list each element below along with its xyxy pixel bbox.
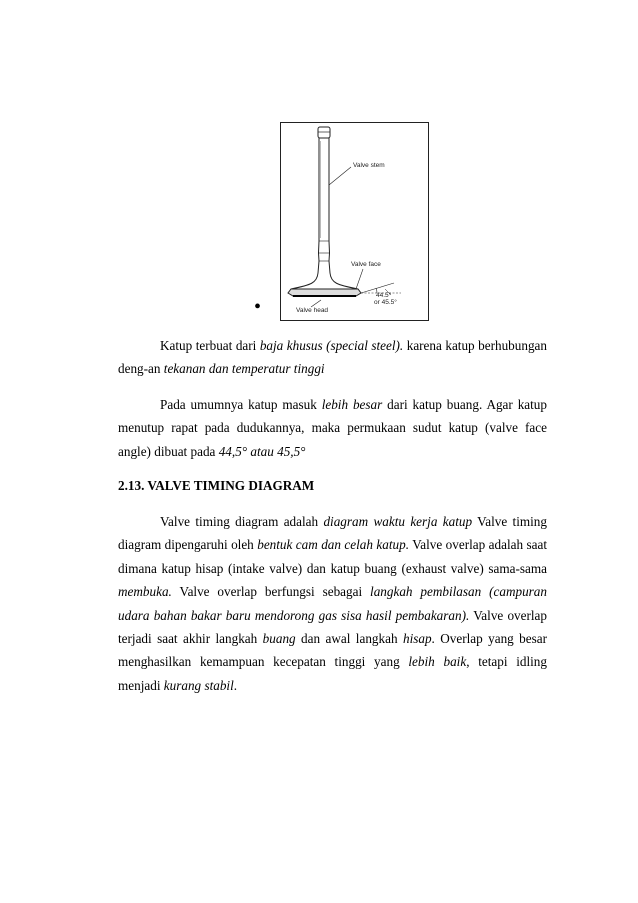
section-heading: 2.13. VALVE TIMING DIAGRAM <box>118 478 315 493</box>
italic-run: 44,5° atau 45,5° <box>218 443 306 459</box>
valve-tip <box>318 127 330 138</box>
italic-run: diagram waktu kerja katup <box>323 514 473 529</box>
italic-run: bentuk cam dan celah katup. <box>257 537 410 553</box>
italic-run: lebih besar <box>321 397 383 412</box>
paragraph-katup-material <box>118 334 547 381</box>
italic-run: lebih baik <box>408 654 467 670</box>
text-run: karena katup berhubungan deng-an <box>118 338 547 377</box>
italic-run: membuka. <box>118 584 172 600</box>
valve-fillet-right <box>330 273 358 289</box>
italic-run: hisap <box>402 631 432 647</box>
bullet-point: • <box>254 296 262 318</box>
text-run: . Overlap yang besar menghasilkan kemampuan kecepatan tinggi yang <box>118 631 548 670</box>
label-valve-head: Valve head <box>296 307 329 314</box>
label-valve-face: Valve face <box>351 261 381 268</box>
paragraph-valve-face-angle <box>118 393 547 463</box>
italic-run: buang <box>262 631 296 647</box>
text-run: dari katup buang. Agar katup menutup rapat pada dudukannya, maka permukaan sudut katup (valve face angle) dibuat pada <box>118 397 547 459</box>
italic-run: tekanan dan temperatur tinggi <box>163 361 325 377</box>
text-run: Valve timing diagram dipengaruhi oleh <box>118 514 547 553</box>
text-run: Valve timing diagram adalah <box>160 514 324 529</box>
text-run: Katup terbuat dari <box>160 338 260 353</box>
text-run: Pada umumnya katup masuk <box>160 397 322 412</box>
paragraph-valve-timing <box>118 510 547 697</box>
valve-figure <box>280 122 429 321</box>
italic-run: kurang stabil <box>163 677 234 693</box>
valve-head <box>288 289 361 296</box>
italic-run: baja khusus (special steel). <box>259 338 404 353</box>
valve-illustration <box>281 123 428 320</box>
label-valve-stem: Valve stem <box>353 162 385 169</box>
label-angle-1: 44.5° <box>376 292 392 299</box>
text-run: Valve overlap adalah saat dimana katup hisap (intake valve) dan katup buang (exhaust valve) sama-sama <box>118 537 547 576</box>
text-run: Valve overlap terjadi saat akhir langkah <box>118 607 547 647</box>
italic-run: langkah pembilasan (campuran udara bahan bakar baru mendorong gas sisa hasil pembakaran). <box>118 584 547 623</box>
label-angle-2: or 45.5° <box>374 299 397 306</box>
text-run: dan awal langkah <box>295 631 403 647</box>
valve-fillet-left <box>291 273 318 289</box>
text-run: , tetapi idling menjadi <box>118 654 547 693</box>
text-run: Valve overlap berfungsi sebagai <box>171 584 371 600</box>
text-run: . <box>233 677 238 693</box>
